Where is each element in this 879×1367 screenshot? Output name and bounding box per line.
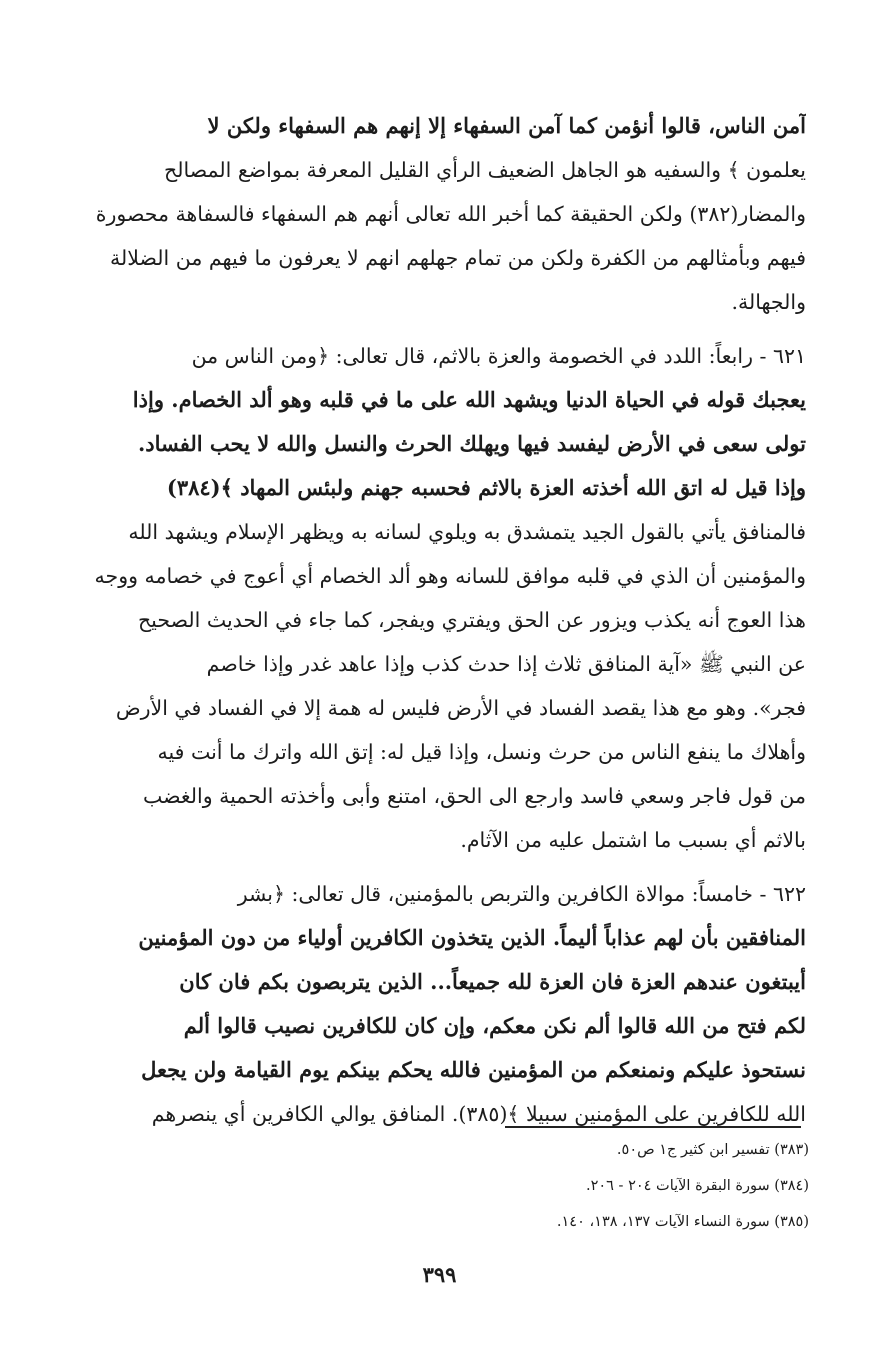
footnote: (٣٨٤) سورة البقرة الآيات ٢٠٤ - ٢٠٦. bbox=[585, 1178, 809, 1194]
text-line: الله للكافرين على المؤمنين سبيلا ﴾(٣٨٥). المنافق يوالي الكافرين أي ينصرهم bbox=[151, 1102, 806, 1126]
text-line: ٦٢٢ - خامساً: موالاة الكافرين والتربص بالمؤمنين، قال تعالى: ﴿بشر bbox=[237, 882, 806, 906]
text-line: آمن الناس، قالوا أنؤمن كما آمن السفهاء إلا إنهم هم السفهاء ولكن لا bbox=[207, 113, 806, 138]
text-line: فجر». وهو مع هذا يقصد الفساد في الأرض فليس له همة إلا في الفساد في الأرض bbox=[115, 696, 806, 720]
text-line: أيبتغون عندهم العزة فان العزة لله جميعاً... الذين يتربصون بكم فان كان bbox=[179, 969, 806, 994]
text-line: والمؤمنين أن الذي في قلبه موافق للسانه وهو ألد الخصام أي أعوج في خصامه ووجه bbox=[94, 564, 806, 588]
paragraph bbox=[78, 872, 806, 1136]
footnote: (٣٨٥) سورة النساء الآيات ١٣٧، ١٣٨، ١٤٠. bbox=[556, 1214, 809, 1230]
text-line: وأهلاك ما ينفع الناس من حرث ونسل، وإذا قيل له: إتق الله واترك ما أنت فيه bbox=[157, 740, 806, 764]
text-line: وإذا قيل له اتق الله أخذته العزة بالاثم فحسبه جهنم ولبئس المهاد ﴾(٣٨٤) bbox=[166, 475, 806, 500]
text-line: فالمنافق يأتي بالقول الجيد يتمشدق به ويلوي لسانه به ويظهر الإسلام ويشهد الله bbox=[128, 520, 806, 544]
text-line: تولى سعى في الأرض ليفسد فيها ويهلك الحرث والنسل والله لا يحب الفساد. bbox=[137, 431, 806, 456]
text-line: والمضار(٣٨٢) ولكن الحقيقة كما أخبر الله تعالى أنهم هم السفهاء فالسفاهة محصورة bbox=[95, 202, 806, 226]
text-line: عن النبي ﷺ «آية المنافق ثلاث إذا حدث كذب وإذا عاهد غدر وإذا خاصم bbox=[206, 652, 806, 676]
text-line: يعجبك قوله في الحياة الدنيا ويشهد الله على ما في قلبه وهو ألد الخصام. وإذا bbox=[132, 387, 806, 412]
text-line: نستحوذ عليكم ونمنعكم من المؤمنين فالله يحكم بينكم يوم القيامة ولن يجعل bbox=[141, 1057, 806, 1082]
text-line: فيهم وبأمثالهم من الكفرة ولكن من تمام جهلهم انهم لا يعرفون ما فيهم من الضلالة bbox=[110, 246, 806, 270]
text-line: ٦٢١ - رابعاً: اللدد في الخصومة والعزة بالاثم، قال تعالى: ﴿ومن الناس من bbox=[191, 344, 806, 368]
page-number: ٣٩٩ bbox=[422, 1262, 457, 1287]
text-line: لكم فتح من الله قالوا ألم نكن معكم، وإن كان للكافرين نصيب قالوا ألم bbox=[183, 1013, 806, 1038]
text-line: المنافقين بأن لهم عذاباً أليماً. الذين يتخذون الكافرين أولياء من دون المؤمنين bbox=[138, 925, 806, 950]
text-line: والجهالة. bbox=[731, 290, 806, 314]
footnote-divider bbox=[505, 1126, 801, 1128]
text-line: بالاثم أي بسبب ما اشتمل عليه من الآثام. bbox=[460, 828, 806, 852]
footnote: (٣٨٣) تفسير ابن كثير ج١ ص٥٠. bbox=[616, 1142, 809, 1158]
main-text bbox=[78, 104, 806, 1136]
text-line: من قول فاجر وسعي فاسد وارجع الى الحق، امتنع وأبى وأخذته الحمية والغضب bbox=[142, 784, 806, 808]
paragraph bbox=[78, 104, 806, 324]
paragraph bbox=[78, 334, 806, 862]
text-line: هذا العوج أنه يكذب ويزور عن الحق ويفتري ويفجر، كما جاء في الحديث الصحيح bbox=[137, 608, 806, 632]
text-line: يعلمون ﴾ والسفيه هو الجاهل الضعيف الرأي القليل المعرفة بمواضع المصالح bbox=[164, 158, 806, 182]
